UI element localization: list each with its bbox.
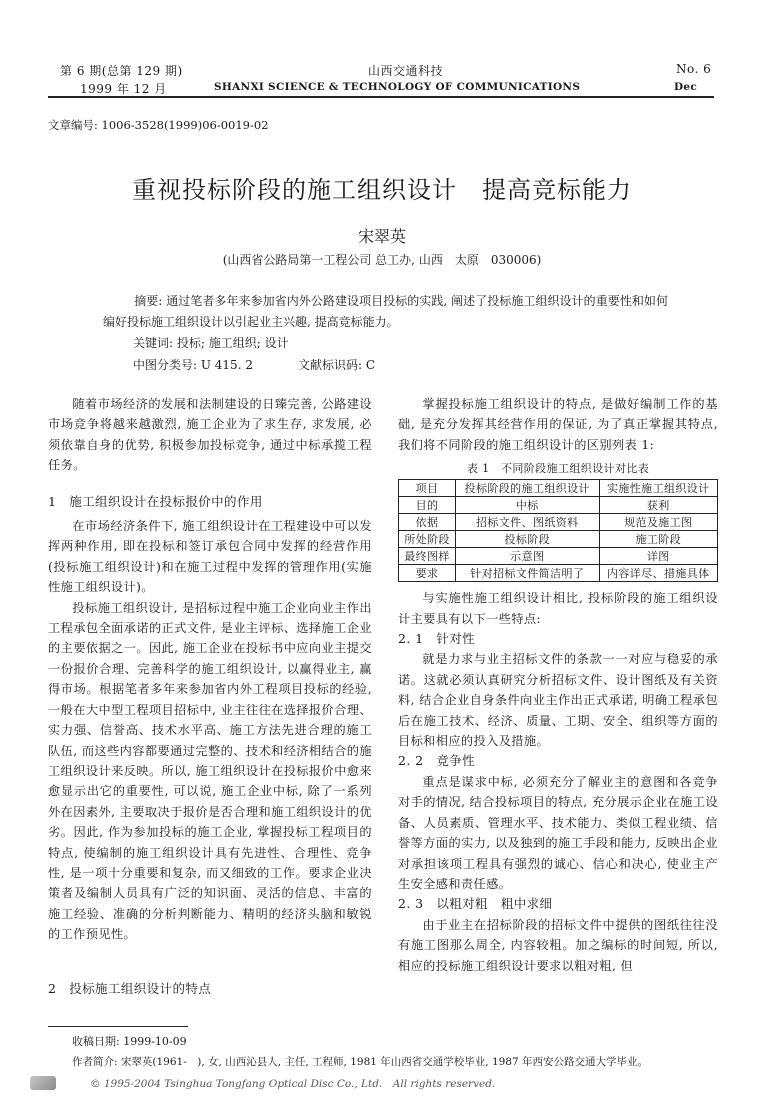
table-cell: 最终图样	[399, 548, 456, 565]
table-header-cell: 实施性施工组织设计	[599, 480, 717, 497]
section-2-1-heading: 2. 1 针对性	[398, 631, 476, 647]
issue-number: 第 6 期(总第 129 期)	[60, 64, 183, 78]
table-row	[399, 497, 718, 514]
section-2-3-text: 由于业主在招标阶段的招标文件中提供的图纸往往没有施工图那么周全, 内容较粗。加之编标的时间短, 所以, 相应的投标施工组织设计要求以粗对粗, 但	[398, 917, 718, 973]
section-2-heading: 2 投标施工组织设计的特点	[48, 980, 212, 996]
table-header-row	[399, 480, 718, 497]
table-cell: 依据	[399, 514, 456, 531]
issue-date: 1999 年 12 月	[80, 82, 167, 96]
section-1-heading: 1 施工组织设计在投标报价中的作用	[48, 493, 263, 509]
section-2-2-text: 重点是谋求中标, 必须充分了解业主的意图和各竞争对手的情况, 结合投标项目的特点, 充分展示企业在施工设备、人员素质、管理水平、技术能力、类似工程业绩、信誉等方面的实力, 以及独到的施工手段和能力, 反映出企业对承担该项工程具有强烈的诚心、信心和决心, 使业主产生安全感和责任感。	[398, 774, 718, 891]
table-row	[399, 531, 718, 548]
received-date: 收稿日期: 1999-10-09	[72, 1035, 187, 1048]
table-header-cell: 项目	[399, 480, 456, 497]
table-cell: 示意图	[456, 548, 600, 565]
header-no: No. 6	[676, 62, 712, 76]
section-2-3-heading: 2. 3 以粗对粗 粗中求细	[398, 896, 553, 912]
table-cell: 规范及施工图	[599, 514, 717, 531]
table-cell: 要求	[399, 565, 456, 582]
table-cell: 目的	[399, 497, 456, 514]
keywords: 关键词: 投标; 施工组织; 设计	[133, 336, 289, 350]
author-affiliation: (山西省公路局第一工程公司 总工办, 山西 太原 030006)	[222, 253, 542, 267]
author-bio: 作者简介: 宋翠英(1961- ), 女, 山西沁县人, 主任, 工程师, 1981 年山西省交通学校毕业, 1987 年西安公路交通大学毕业。	[72, 1056, 649, 1068]
document-code: 文献标识码: C	[298, 358, 376, 372]
left-column	[48, 394, 372, 999]
abstract: 摘要: 通过笔者多年来参加省内外公路建设项目投标的实践, 阐述了投标施工组织设计的重要性和如何编好投标施工组织设计以引起业主兴趣, 提高竞标能力。	[103, 294, 668, 329]
table-cell: 施工阶段	[599, 531, 717, 548]
section-1-paragraph-2: 投标施工组织设计, 是招标过程中施工企业向业主作出工程承包全面承诺的正式文件, 是业主评标、选择施工企业的主要依据之一。因此, 施工企业在投标书中应向业主提交一份报价合理、完善科学的施工组织设计, 以赢得业主, 赢得市场。根据笔者多年来参加省内外工程项目投标的经验, 一般在大中型工程项目招标中, 业主往往在选择报价合理、实力强、信誉高、技术水平高、施工方法先进合理的施工队伍, 而这些内容都要通过完整的、技术和经济相结合的施工组织设计来反映。所以, 施工组织设计在投标报价中愈来愈显示出它的重要性, 可以说, 施工企业中标, 除了一系列外在因素外, 主要取决于报价是否合理和施工组织设计的优劣。因此, 作为参加投标的施工企业, 掌握投标工程项目的特点, 使编制的施工组织设计具有先进性、合理性、竞争性, 是一项十分重要和复杂, 而又细致的工作。要求企业决策者及编制人员具有广泛的知识面、灵活的信息、丰富的施工经验、准确的分析判断能力、精明的经济头脑和敏锐的工作预见性。	[48, 600, 372, 942]
table-row	[399, 548, 718, 565]
clc-number: 中图分类号: U 415. 2	[133, 358, 253, 372]
right-paragraph-1: 掌握投标施工组织设计的特点, 是做好编制工作的基础, 是充分发挥其经营作用的保证, 为了真正掌握其特点, 我们将不同阶段的施工组织设计的区别列表 1:	[398, 397, 718, 452]
article-number: 文章编号: 1006-3528(1999)06-0019-02	[48, 118, 269, 132]
table-cell: 获利	[599, 497, 717, 514]
intro-paragraph: 随着市场经济的发展和法制建设的日臻完善, 公路建设市场竞争将越来越激烈, 施工企业为了求生存, 求发展, 必须依靠自身的优势, 积极参加投标竞争, 通过中标承揽工程任务。	[48, 397, 372, 473]
section-1-paragraph-1: 在市场经济条件下, 施工组织设计在工程建设中可以发挥两种作用, 即在投标和签订承包合同中发挥的经营作用(投标施工组织设计)和在施工过程中发挥的管理作用(实施性施工组织设计)。	[48, 519, 372, 595]
table-row	[399, 565, 718, 582]
table-cell: 投标阶段	[456, 531, 600, 548]
section-2-1-text: 就是力求与业主招标文件的条款一一对应与稳妥的承诺。这就必须认真研究分析招标文件、设计图纸及有关资料, 结合企业自身条件向业主作出正式承诺, 明确工程承包后在施工技术、经济、质量、工期、安全、组织等方面的目标和相应的投入及措施。	[398, 652, 718, 749]
author-name: 宋翠英	[357, 227, 406, 246]
table-header-cell: 投标阶段的施工组织设计	[456, 480, 600, 497]
header-month: Dec	[674, 81, 698, 93]
header-rule	[48, 96, 714, 98]
right-column	[398, 394, 718, 976]
journal-name-en: SHANXI SCIENCE & TECHNOLOGY OF COMMUNICATIONS	[214, 81, 581, 93]
table-cell: 详图	[599, 548, 717, 565]
journal-name-cn: 山西交通科技	[368, 64, 444, 78]
table-row	[399, 514, 718, 531]
table-cell: 中标	[456, 497, 600, 514]
table-cell: 招标文件、图纸资料	[456, 514, 600, 531]
right-paragraph-2: 与实施性施工组织设计相比, 投标阶段的施工组织设计主要具有以下一些特点:	[398, 591, 718, 626]
table-cell: 内容详尽、措施具体	[599, 565, 717, 582]
section-2-2-heading: 2. 2 竞争性	[398, 753, 476, 769]
article-title: 重视投标阶段的施工组织设计 提高竞标能力	[132, 176, 632, 204]
footnote-rule	[48, 1026, 188, 1027]
table-caption: 表 1 不同阶段施工组织设计对比表	[466, 462, 650, 476]
copyright-line: © 1995-2004 Tsinghua Tongfang Optical Disc Co., Ltd. All rights reserved.	[90, 1078, 496, 1090]
table-cell: 所处阶段	[399, 531, 456, 548]
comparison-table	[398, 479, 718, 582]
publisher-logo-icon	[30, 1076, 56, 1090]
table-cell: 针对招标文件简洁明了	[456, 565, 600, 582]
